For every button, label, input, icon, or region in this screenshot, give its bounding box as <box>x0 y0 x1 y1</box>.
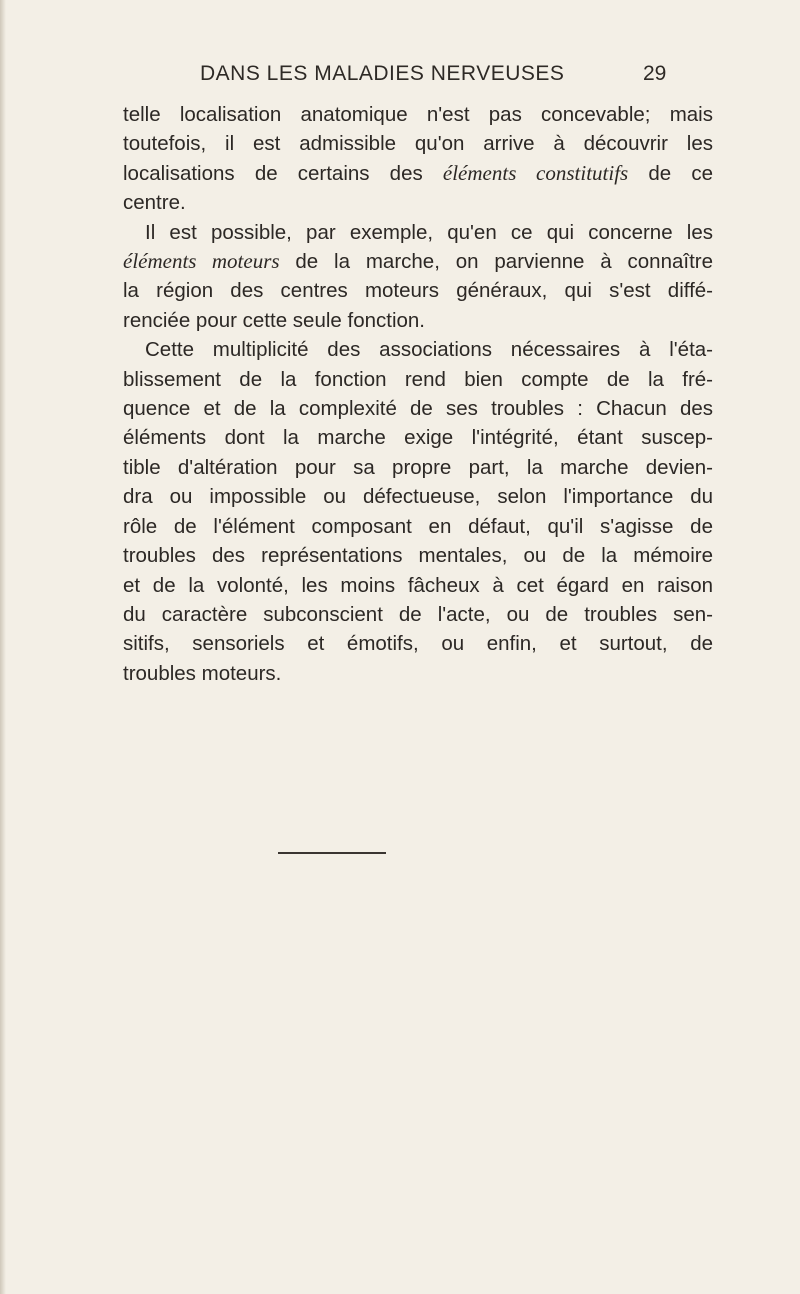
italic-term: éléments moteurs <box>123 249 280 274</box>
text-line: quence et de la complexité de ses troubles : Chacun des <box>123 397 713 421</box>
page-number: 29 <box>643 62 667 85</box>
text-line: la région des centres moteurs généraux, qui s'est diffé- <box>123 279 713 303</box>
text-line: toutefois, il est admissible qu'on arrive à découvrir les <box>123 132 713 156</box>
text-line: telle localisation anatomique n'est pas concevable; mais <box>123 103 713 126</box>
text-line <box>123 247 713 276</box>
text-segment: localisations de certains des <box>123 161 443 185</box>
italic-term: éléments constitutifs <box>442 160 629 185</box>
page-edge-shadow <box>0 0 6 1294</box>
text-line: Cette multiplicité des associations nécessaires à l'éta- <box>145 338 713 362</box>
text-line: du caractère subconscient de l'acte, ou de troubles sen- <box>123 602 713 626</box>
text-line: tible d'altération pour sa propre part, la marche devien- <box>123 455 713 479</box>
text-line: troubles des représentations mentales, ou de la mémoire <box>123 544 713 568</box>
text-line: troubles moteurs. <box>123 661 282 685</box>
text-line: dra ou impossible ou défectueuse, selon l'importance du <box>123 485 713 509</box>
running-head <box>0 62 800 92</box>
text-line: centre. <box>123 191 186 215</box>
text-line: éléments dont la marche exige l'intégrité, étant suscep- <box>123 426 713 450</box>
text-segment: de ce <box>628 161 713 185</box>
running-title: DANS LES MALADIES NERVEUSES <box>200 62 565 85</box>
text-segment: de la marche, on parvienne à connaître <box>279 250 713 274</box>
text-line: blissement de la fonction rend bien compte de la fré- <box>123 367 713 391</box>
text-line <box>123 159 713 188</box>
text-line: renciée pour cette seule fonction. <box>123 308 425 332</box>
body-text <box>123 100 713 688</box>
text-line: rôle de l'élément composant en défaut, qu'il s'agisse de <box>123 514 713 538</box>
chapter-end-rule <box>278 852 386 854</box>
text-line: Il est possible, par exemple, qu'en ce qui concerne les <box>145 220 713 244</box>
text-line: et de la volonté, les moins fâcheux à cet égard en raison <box>123 573 713 597</box>
text-line: sitifs, sensoriels et émotifs, ou enfin, et surtout, de <box>123 632 713 656</box>
